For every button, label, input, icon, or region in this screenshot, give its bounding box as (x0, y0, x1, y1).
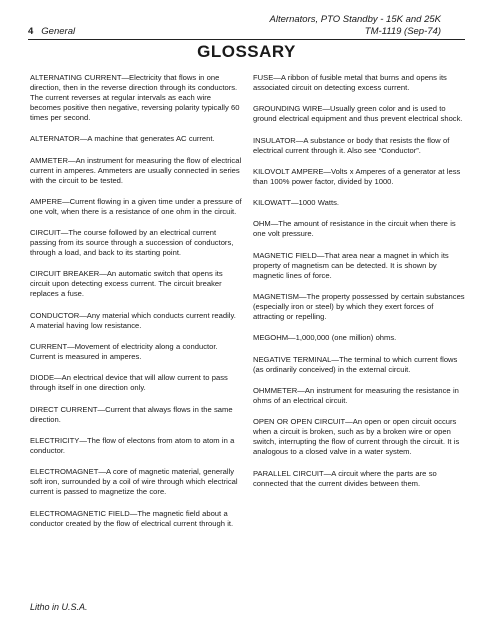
section-name: General (41, 26, 76, 37)
glossary-entry-direct-current: DIRECT CURRENT—Current that always flows in the same direction. (30, 404, 233, 424)
glossary-entry-megohm: MEGOHM—1,000,000 (one million) ohms. (253, 333, 397, 343)
document-number: TM-1119 (Sep-74) (364, 26, 441, 37)
glossary-column-right (253, 73, 465, 500)
glossary-entry-diode: DIODE—An electrical device that will allow current to pass through itself in one direction only. (30, 373, 228, 393)
footer-imprint: Litho in U.S.A. (30, 602, 88, 612)
glossary-entry-magnetic-field: MAGNETIC FIELD—That area near a magnet in which its property of magnetism can be detected. It is shown by magnetic lines of force. (253, 250, 449, 280)
header-rule (28, 39, 465, 40)
glossary-entry-parallel-circuit: PARALLEL CIRCUIT—A circuit where the parts are so connected that the current divides between them. (253, 468, 437, 488)
glossary-entry-kilowatt: KILOWATT—1000 Watts. (253, 198, 339, 208)
glossary-entry-ohmmeter: OHMMETER—An instrument for measuring the resistance in ohms of an electrical circuit. (253, 385, 459, 405)
document-title: Alternators, PTO Standby - 15K and 25K (269, 14, 441, 25)
glossary-entry-grounding-wire: GROUNDING WIRE—Usually green color and is used to ground electrical equipment and thus prevent electrical shock. (253, 104, 463, 124)
page-number: 4 (28, 26, 34, 37)
running-header (270, 14, 441, 38)
section-header (28, 26, 75, 37)
glossary-entry-electricity: ELECTRICITY—The flow of electons from atom to atom in a conductor. (30, 435, 235, 455)
glossary-entry-alternator: ALTERNATOR—A machine that generates AC current. (30, 134, 215, 144)
glossary-entry-conductor: CONDUCTOR—Any material which conducts current readily. A material having low resistance. (30, 310, 236, 330)
glossary-entry-ammeter: AMMETER—An instrument for measuring the flow of electrical current in amperes. Ammeters are usually connected in series with the circuit to be tested. (30, 155, 242, 185)
glossary-entry-alternating-current: ALTERNATING CURRENT—Electricity that flows in one direction, then in the reverse direction through its conductors. The current reverses at regular intervals as each wire becomes positive then negative, reversing polarity typically 60 times per second. (30, 73, 240, 122)
glossary-entry-fuse: FUSE—A ribbon of fusible metal that burns and opens its associated circuit on detecting excess current. (253, 73, 447, 92)
glossary-entry-ampere: AMPERE—Current flowing in a given time under a pressure of one volt, when there is a resistance of one ohm in the circuit. (30, 196, 242, 216)
glossary-entry-ohm: OHM—The amount of resistance in the circuit when there is one volt pressure. (253, 219, 456, 239)
page-title: GLOSSARY (197, 42, 296, 61)
glossary-entry-current: CURRENT—Movement of electricity along a conductor. Current is measured in amperes. (30, 342, 218, 362)
glossary-entry-electromagnetic-field: ELECTROMAGNETIC FIELD—The magnetic field about a conductor created by the flow of electrical current through it. (30, 508, 234, 528)
glossary-entry-electromagnet: ELECTROMAGNET—A core of magnetic material, generally soft iron, surrounded by a coil of wire through which electrical current is passed to magnetize the core. (30, 467, 238, 497)
glossary-entry-magnetism: MAGNETISM—The property possessed by certain substances (especially iron or steel) by which they exert forces of attracting or repelling. (253, 292, 465, 322)
glossary-entry-kilovolt-ampere: KILOVOLT AMPERE—Volts x Amperes of a generator at less than 100% power factor, divided by 1000. (253, 166, 461, 186)
glossary-column-left (30, 73, 242, 540)
glossary-entry-open-circuit: OPEN OR OPEN CIRCUIT—An open or open circuit occurs when a circuit is broken, such as by a broken wire or open switch, interrupting the flow of current through the circuit. It is analogous to a closed valve in a water system. (253, 417, 460, 457)
glossary-entry-negative-terminal: NEGATIVE TERMINAL—The terminal to which current flows (as ordinarily conceived) in the external circuit. (253, 354, 458, 374)
glossary-entry-insulator: INSULATOR—A substance or body that resists the flow of electrical current through it. Also see “Conductor”. (253, 135, 450, 155)
glossary-entry-circuit-breaker: CIRCUIT BREAKER—An automatic switch that opens its circuit upon detecting excess current. The circuit breaker replaces a fuse. (30, 269, 223, 299)
glossary-entry-circuit: CIRCUIT—The course followed by an electrical current passing from its source through a succession of conductors, through a load, and back to its starting point. (30, 228, 234, 258)
